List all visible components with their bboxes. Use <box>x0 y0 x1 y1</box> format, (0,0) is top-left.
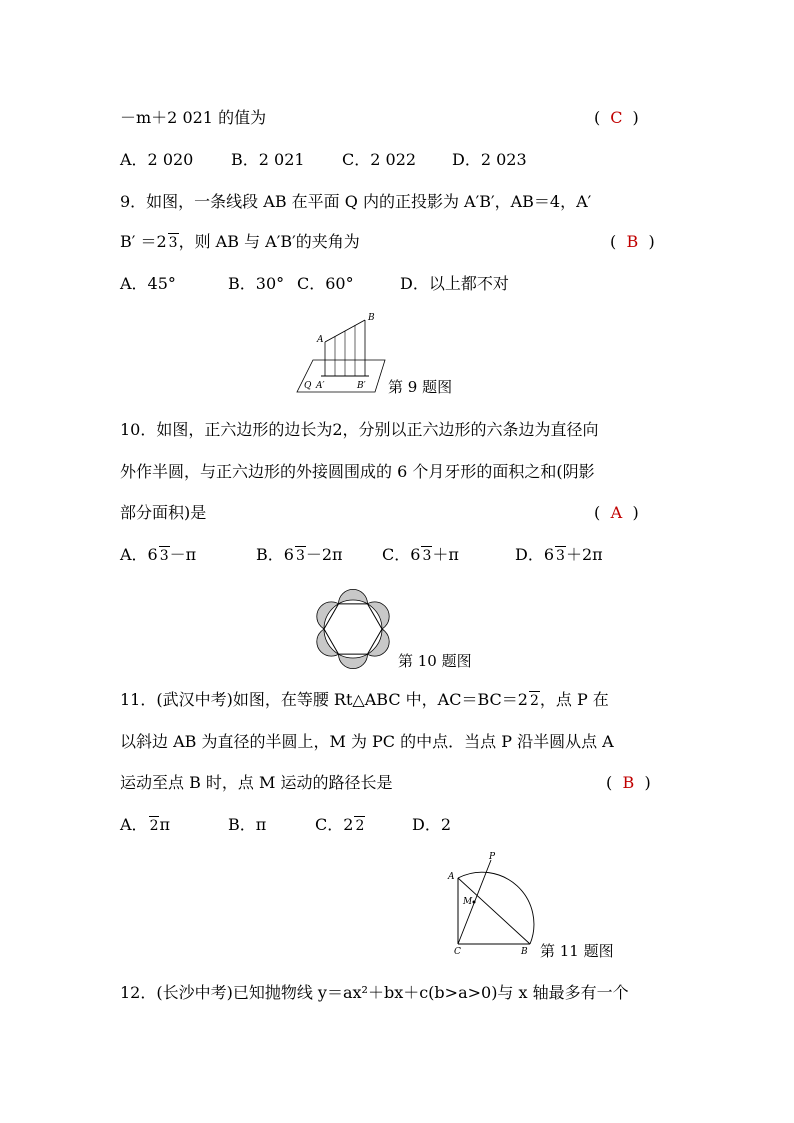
q11-line1-pre: 11．(武汉中考)如图，在等腰 Rt△ABC 中，AC＝BC＝2 <box>120 690 528 709</box>
q10-option-d <box>515 545 603 565</box>
q9-label-a: A <box>317 335 324 345</box>
q9-label-a-prime: A′ <box>316 381 325 391</box>
option-radicand: 3 <box>422 548 432 564</box>
paren-close: ) <box>648 232 655 251</box>
sqrt-sign <box>159 546 170 564</box>
q9-label-b: B <box>368 313 375 323</box>
q10-option-a <box>120 545 196 565</box>
q11-answer <box>606 773 651 793</box>
paren-open: ( <box>606 773 613 792</box>
q8-option-d: D．2 023 <box>452 150 527 169</box>
option-post: ＋π <box>432 545 459 564</box>
option-radicand: 2 <box>355 818 365 834</box>
q10-caption: 第 10 题图 <box>398 652 472 670</box>
q10-option-b <box>256 545 343 565</box>
sqrt-sign <box>354 816 365 834</box>
option-radicand: 2 <box>149 818 159 834</box>
sqrt-sign <box>168 233 179 251</box>
paren-open: ( <box>594 108 601 127</box>
q9-label-b-prime: B′ <box>357 381 366 391</box>
q11-figure <box>444 850 544 960</box>
option-radicand: 3 <box>556 548 565 564</box>
q9-answer <box>610 232 655 252</box>
sqrt-sign <box>529 691 540 709</box>
sqrt-sign <box>421 546 432 564</box>
q9-radicand: 3 <box>168 235 178 251</box>
option-pre: B．6 <box>256 545 294 564</box>
q8-option-a: A．2 020 <box>120 150 194 169</box>
q11-line2: 以斜边 AB 为直径的半圆上，M 为 PC 的中点．当点 P 沿半圆从点 A <box>120 732 614 751</box>
q9-option-a: A．45° <box>120 274 176 293</box>
q11-line1-post: ，点 P 在 <box>539 690 609 709</box>
q10-line1: 10．如图，正六边形的边长为2，分别以正六边形的六条边为直径向 <box>120 420 599 439</box>
q8-answer-letter: C <box>610 108 623 127</box>
option-pre: C．6 <box>382 545 421 564</box>
q10-option-c <box>382 545 459 565</box>
q9-caption: 第 9 题图 <box>388 378 453 396</box>
q8-option-b: B．2 021 <box>231 150 305 169</box>
q11-option-c <box>315 815 365 835</box>
q8-text: －m＋2 021 的值为 <box>120 108 267 127</box>
option-post: ＋2π <box>565 545 603 564</box>
q11-option-b: B．π <box>228 815 267 834</box>
option-post: －π <box>169 545 197 564</box>
option-radicand: 3 <box>295 548 305 564</box>
q11-line1 <box>120 690 609 710</box>
q9-figure <box>295 308 395 398</box>
q11-label-b: B <box>521 947 528 957</box>
q11-answer-letter: B <box>622 773 635 792</box>
sqrt-sign <box>555 546 566 564</box>
paren-close: ) <box>632 108 639 127</box>
q9-line1: 9．如图，一条线段 AB 在平面 Q 内的正投影为 A′B′，AB＝4，A′ <box>120 192 592 211</box>
option-pre: D．6 <box>515 545 555 564</box>
sqrt-sign <box>295 546 306 564</box>
q9-line2 <box>120 232 360 252</box>
paren-open: ( <box>594 503 601 522</box>
sqrt-sign <box>149 816 160 834</box>
q9-line2-pre: B′ ＝2 <box>120 232 167 251</box>
option-post: π <box>159 815 170 834</box>
option-pre: A．6 <box>120 545 158 564</box>
option-pre: C．2 <box>315 815 354 834</box>
q11-label-a: A <box>448 872 455 882</box>
option-radicand: 3 <box>159 548 169 564</box>
q9-option-d: D．以上都不对 <box>400 274 509 293</box>
q11-label-c: C <box>454 947 461 957</box>
q11-radicand: 2 <box>529 693 539 709</box>
q11-caption: 第 11 题图 <box>540 942 614 960</box>
q9-answer-letter: B <box>626 232 639 251</box>
q10-answer-letter: A <box>610 503 623 522</box>
q8-option-c: C．2 022 <box>342 150 417 169</box>
q10-answer <box>594 503 639 523</box>
q8-answer <box>594 108 639 128</box>
q11-option-d: D．2 <box>412 815 452 834</box>
paren-open: ( <box>610 232 617 251</box>
q9-label-q: Q <box>304 381 312 391</box>
q11-label-m: M <box>463 897 473 907</box>
paren-close: ) <box>644 773 651 792</box>
paren-close: ) <box>632 503 639 522</box>
q11-option-a <box>120 815 170 835</box>
option-post: －2π <box>305 545 343 564</box>
q10-figure <box>312 590 394 668</box>
q11-line3: 运动至点 B 时，点 M 运动的路径长是 <box>120 773 393 792</box>
q9-option-b: B．30° <box>228 274 285 293</box>
q9-option-c: C．60° <box>297 274 354 293</box>
option-pre: A． <box>120 815 148 834</box>
q11-label-p: P <box>489 852 496 862</box>
q10-line2: 外作半圆，与正六边形的外接圆围成的 6 个月牙形的面积之和(阴影 <box>120 462 595 481</box>
q12-line1: 12．(长沙中考)已知抛物线 y＝ax²＋bx＋c(b>a>0)与 x 轴最多有一个 <box>120 983 629 1002</box>
q10-line3: 部分面积)是 <box>120 503 207 522</box>
q9-line2-post: ，则 AB 与 A′B′的夹角为 <box>178 232 360 251</box>
